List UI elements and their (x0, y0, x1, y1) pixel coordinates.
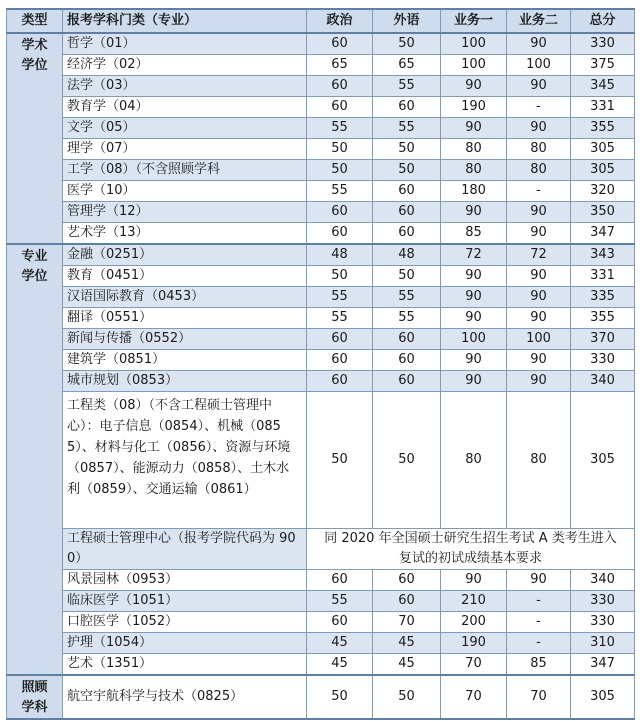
cell-subject: 管理学（12） (63, 202, 307, 223)
cell-subject1: 90 (441, 570, 507, 591)
header-row (7, 9, 635, 33)
cell-foreign: 45 (373, 654, 441, 676)
cell-subject2: 90 (507, 371, 571, 392)
cell-subject1: 190 (441, 633, 507, 654)
table-row (7, 76, 635, 97)
cell-subject2: 70 (507, 675, 571, 719)
cell-total: 350 (571, 202, 635, 223)
cell-subject2: 90 (507, 202, 571, 223)
table-row (7, 612, 635, 633)
cell-foreign: 60 (373, 223, 441, 245)
cell-subject1: 90 (441, 371, 507, 392)
cell-politics: 50 (307, 675, 373, 719)
cell-foreign: 60 (373, 329, 441, 350)
cell-politics: 48 (307, 244, 373, 266)
cell-total: 331 (571, 97, 635, 118)
cell-subject2: - (507, 612, 571, 633)
table-row (7, 244, 635, 266)
cell-subject1: 210 (441, 591, 507, 612)
cell-subject1: 100 (441, 55, 507, 76)
cell-total: 375 (571, 55, 635, 76)
cell-subject2: 90 (507, 287, 571, 308)
cell-subject: 文学（05） (63, 118, 307, 139)
cell-foreign: 50 (373, 139, 441, 160)
cell-subject: 法学（03） (63, 76, 307, 97)
cell-total: 335 (571, 287, 635, 308)
table-row (7, 371, 635, 392)
cell-foreign: 50 (373, 266, 441, 287)
category-special (7, 675, 63, 719)
cell-subject1: 80 (441, 392, 507, 529)
cell-subject1: 200 (441, 612, 507, 633)
category-professional-label: 专业学位 (21, 249, 48, 284)
cell-total: 305 (571, 675, 635, 719)
cell-politics: 60 (307, 33, 373, 55)
score-table (6, 8, 635, 720)
cell-subject: 航空宇航科学与技术（0825） (63, 675, 307, 719)
table-row (7, 392, 635, 529)
cell-total: 330 (571, 350, 635, 371)
cell-foreign: 50 (373, 392, 441, 529)
table-row (7, 181, 635, 202)
cell-politics: 55 (307, 591, 373, 612)
table-row (7, 350, 635, 371)
cell-foreign: 60 (373, 371, 441, 392)
header-category: 类型 (7, 9, 63, 33)
cell-total: 355 (571, 118, 635, 139)
cell-subject: 教育（0451） (63, 266, 307, 287)
cell-politics: 60 (307, 329, 373, 350)
cell-subject: 艺术学（13） (63, 223, 307, 245)
cell-total: 330 (571, 591, 635, 612)
cell-subject: 汉语国际教育（0453） (63, 287, 307, 308)
cell-subject1: 90 (441, 118, 507, 139)
cell-total: 347 (571, 654, 635, 676)
cell-subject2: 90 (507, 118, 571, 139)
cell-politics: 45 (307, 654, 373, 676)
cell-total: 343 (571, 244, 635, 266)
cell-politics: 50 (307, 266, 373, 287)
cell-merged-note: 同 2020 年全国硕士研究生招生考试 A 类考生进入复试的初试成绩基本要求 (307, 529, 635, 570)
cell-total: 340 (571, 371, 635, 392)
table-row (7, 329, 635, 350)
table-row (7, 160, 635, 181)
cell-subject1: 80 (441, 160, 507, 181)
table-row (7, 202, 635, 223)
cell-subject1: 100 (441, 329, 507, 350)
cell-politics: 45 (307, 633, 373, 654)
cell-foreign: 45 (373, 633, 441, 654)
cell-total: 370 (571, 329, 635, 350)
header-subject: 报考学科门类（专业） (63, 9, 307, 33)
cell-total: 320 (571, 181, 635, 202)
cell-subject2: - (507, 591, 571, 612)
table-row (7, 55, 635, 76)
cell-subject: 翻译（0551） (63, 308, 307, 329)
cell-foreign: 60 (373, 97, 441, 118)
cell-subject1: 90 (441, 308, 507, 329)
cell-subject2: 85 (507, 654, 571, 676)
cell-politics: 60 (307, 350, 373, 371)
table-row (7, 97, 635, 118)
cell-subject2: 90 (507, 266, 571, 287)
cell-total: 340 (571, 570, 635, 591)
header-subject2: 业务二 (507, 9, 571, 33)
cell-subject: 工程类（08）（不含工程硕士管理中心）：电子信息（0854）、机械（0855）、材料与化工（0856）、资源与环境（0857）、能源动力（0858）、土木水利（0859）、交通运输（0861） (63, 392, 307, 529)
table-row (7, 654, 635, 676)
cell-politics: 60 (307, 202, 373, 223)
header-foreign-language: 外语 (373, 9, 441, 33)
cell-subject: 哲学（01） (63, 33, 307, 55)
cell-subject: 护理（1054） (63, 633, 307, 654)
header-subject1: 业务一 (441, 9, 507, 33)
cell-foreign: 50 (373, 33, 441, 55)
cell-foreign: 48 (373, 244, 441, 266)
cell-total: 305 (571, 392, 635, 529)
cell-subject2: - (507, 181, 571, 202)
cell-subject: 风景园林（0953） (63, 570, 307, 591)
cell-subject: 建筑学（0851） (63, 350, 307, 371)
cell-foreign: 55 (373, 76, 441, 97)
table-row (7, 529, 635, 570)
cell-total: 331 (571, 266, 635, 287)
cell-subject: 工程硕士管理中心（报考学院代码为 900） (63, 529, 307, 570)
cell-subject: 城市规划（0853） (63, 371, 307, 392)
category-academic (7, 33, 63, 244)
cell-subject: 金融（0251） (63, 244, 307, 266)
cell-subject1: 90 (441, 76, 507, 97)
cell-foreign: 60 (373, 202, 441, 223)
cell-subject1: 70 (441, 654, 507, 676)
cell-subject2: - (507, 633, 571, 654)
cell-subject1: 100 (441, 33, 507, 55)
cell-subject: 教育学（04） (63, 97, 307, 118)
cell-politics: 60 (307, 97, 373, 118)
cell-subject2: 72 (507, 244, 571, 266)
cell-politics: 50 (307, 392, 373, 529)
cell-total: 355 (571, 308, 635, 329)
cell-politics: 65 (307, 55, 373, 76)
table-row (7, 118, 635, 139)
cell-subject: 经济学（02） (63, 55, 307, 76)
cell-politics: 55 (307, 181, 373, 202)
category-professional (7, 244, 63, 675)
cell-politics: 60 (307, 570, 373, 591)
cell-subject2: 90 (507, 33, 571, 55)
table-row (7, 675, 635, 719)
cell-politics: 60 (307, 223, 373, 245)
cell-total: 305 (571, 139, 635, 160)
cell-subject2: 80 (507, 139, 571, 160)
table-row (7, 287, 635, 308)
cell-subject1: 90 (441, 350, 507, 371)
cell-subject2: 90 (507, 570, 571, 591)
cell-subject1: 90 (441, 202, 507, 223)
score-table-container (6, 8, 634, 720)
category-academic-label: 学术学位 (21, 38, 48, 73)
cell-politics: 60 (307, 612, 373, 633)
cell-subject1: 70 (441, 675, 507, 719)
header-politics: 政治 (307, 9, 373, 33)
cell-subject: 临床医学（1051） (63, 591, 307, 612)
cell-foreign: 60 (373, 570, 441, 591)
cell-subject2: 100 (507, 55, 571, 76)
cell-politics: 55 (307, 118, 373, 139)
cell-subject1: 80 (441, 139, 507, 160)
table-row (7, 33, 635, 55)
cell-foreign: 60 (373, 350, 441, 371)
cell-total: 330 (571, 33, 635, 55)
cell-subject2: - (507, 97, 571, 118)
cell-total: 330 (571, 612, 635, 633)
cell-subject2: 90 (507, 76, 571, 97)
cell-foreign: 55 (373, 118, 441, 139)
cell-subject: 工学（08）（不含照顾学科 (63, 160, 307, 181)
cell-subject2: 90 (507, 350, 571, 371)
category-special-label: 照顾学科 (21, 680, 48, 715)
header-total: 总分 (571, 9, 635, 33)
table-row (7, 308, 635, 329)
cell-foreign: 55 (373, 308, 441, 329)
cell-politics: 55 (307, 308, 373, 329)
cell-politics: 50 (307, 139, 373, 160)
cell-subject1: 90 (441, 266, 507, 287)
table-body (7, 33, 635, 719)
cell-foreign: 60 (373, 591, 441, 612)
cell-subject: 理学（07） (63, 139, 307, 160)
table-row (7, 591, 635, 612)
table-row (7, 633, 635, 654)
cell-subject1: 190 (441, 97, 507, 118)
cell-foreign: 70 (373, 612, 441, 633)
cell-politics: 60 (307, 371, 373, 392)
cell-subject2: 90 (507, 308, 571, 329)
cell-politics: 60 (307, 76, 373, 97)
cell-subject1: 72 (441, 244, 507, 266)
cell-total: 345 (571, 76, 635, 97)
table-row (7, 223, 635, 245)
cell-foreign: 60 (373, 181, 441, 202)
cell-subject1: 180 (441, 181, 507, 202)
cell-subject2: 80 (507, 392, 571, 529)
table-row (7, 570, 635, 591)
cell-subject2: 90 (507, 223, 571, 245)
table-row (7, 139, 635, 160)
cell-subject: 艺术（1351） (63, 654, 307, 676)
cell-politics: 50 (307, 160, 373, 181)
cell-subject: 口腔医学（1052） (63, 612, 307, 633)
cell-foreign: 65 (373, 55, 441, 76)
table-row (7, 266, 635, 287)
cell-subject: 新闻与传播（0552） (63, 329, 307, 350)
cell-subject1: 85 (441, 223, 507, 245)
cell-foreign: 50 (373, 675, 441, 719)
cell-total: 347 (571, 223, 635, 245)
cell-subject1: 90 (441, 287, 507, 308)
cell-foreign: 50 (373, 160, 441, 181)
cell-subject2: 80 (507, 160, 571, 181)
cell-foreign: 55 (373, 287, 441, 308)
cell-subject: 医学（10） (63, 181, 307, 202)
cell-politics: 55 (307, 287, 373, 308)
cell-subject2: 100 (507, 329, 571, 350)
cell-total: 305 (571, 160, 635, 181)
cell-total: 310 (571, 633, 635, 654)
